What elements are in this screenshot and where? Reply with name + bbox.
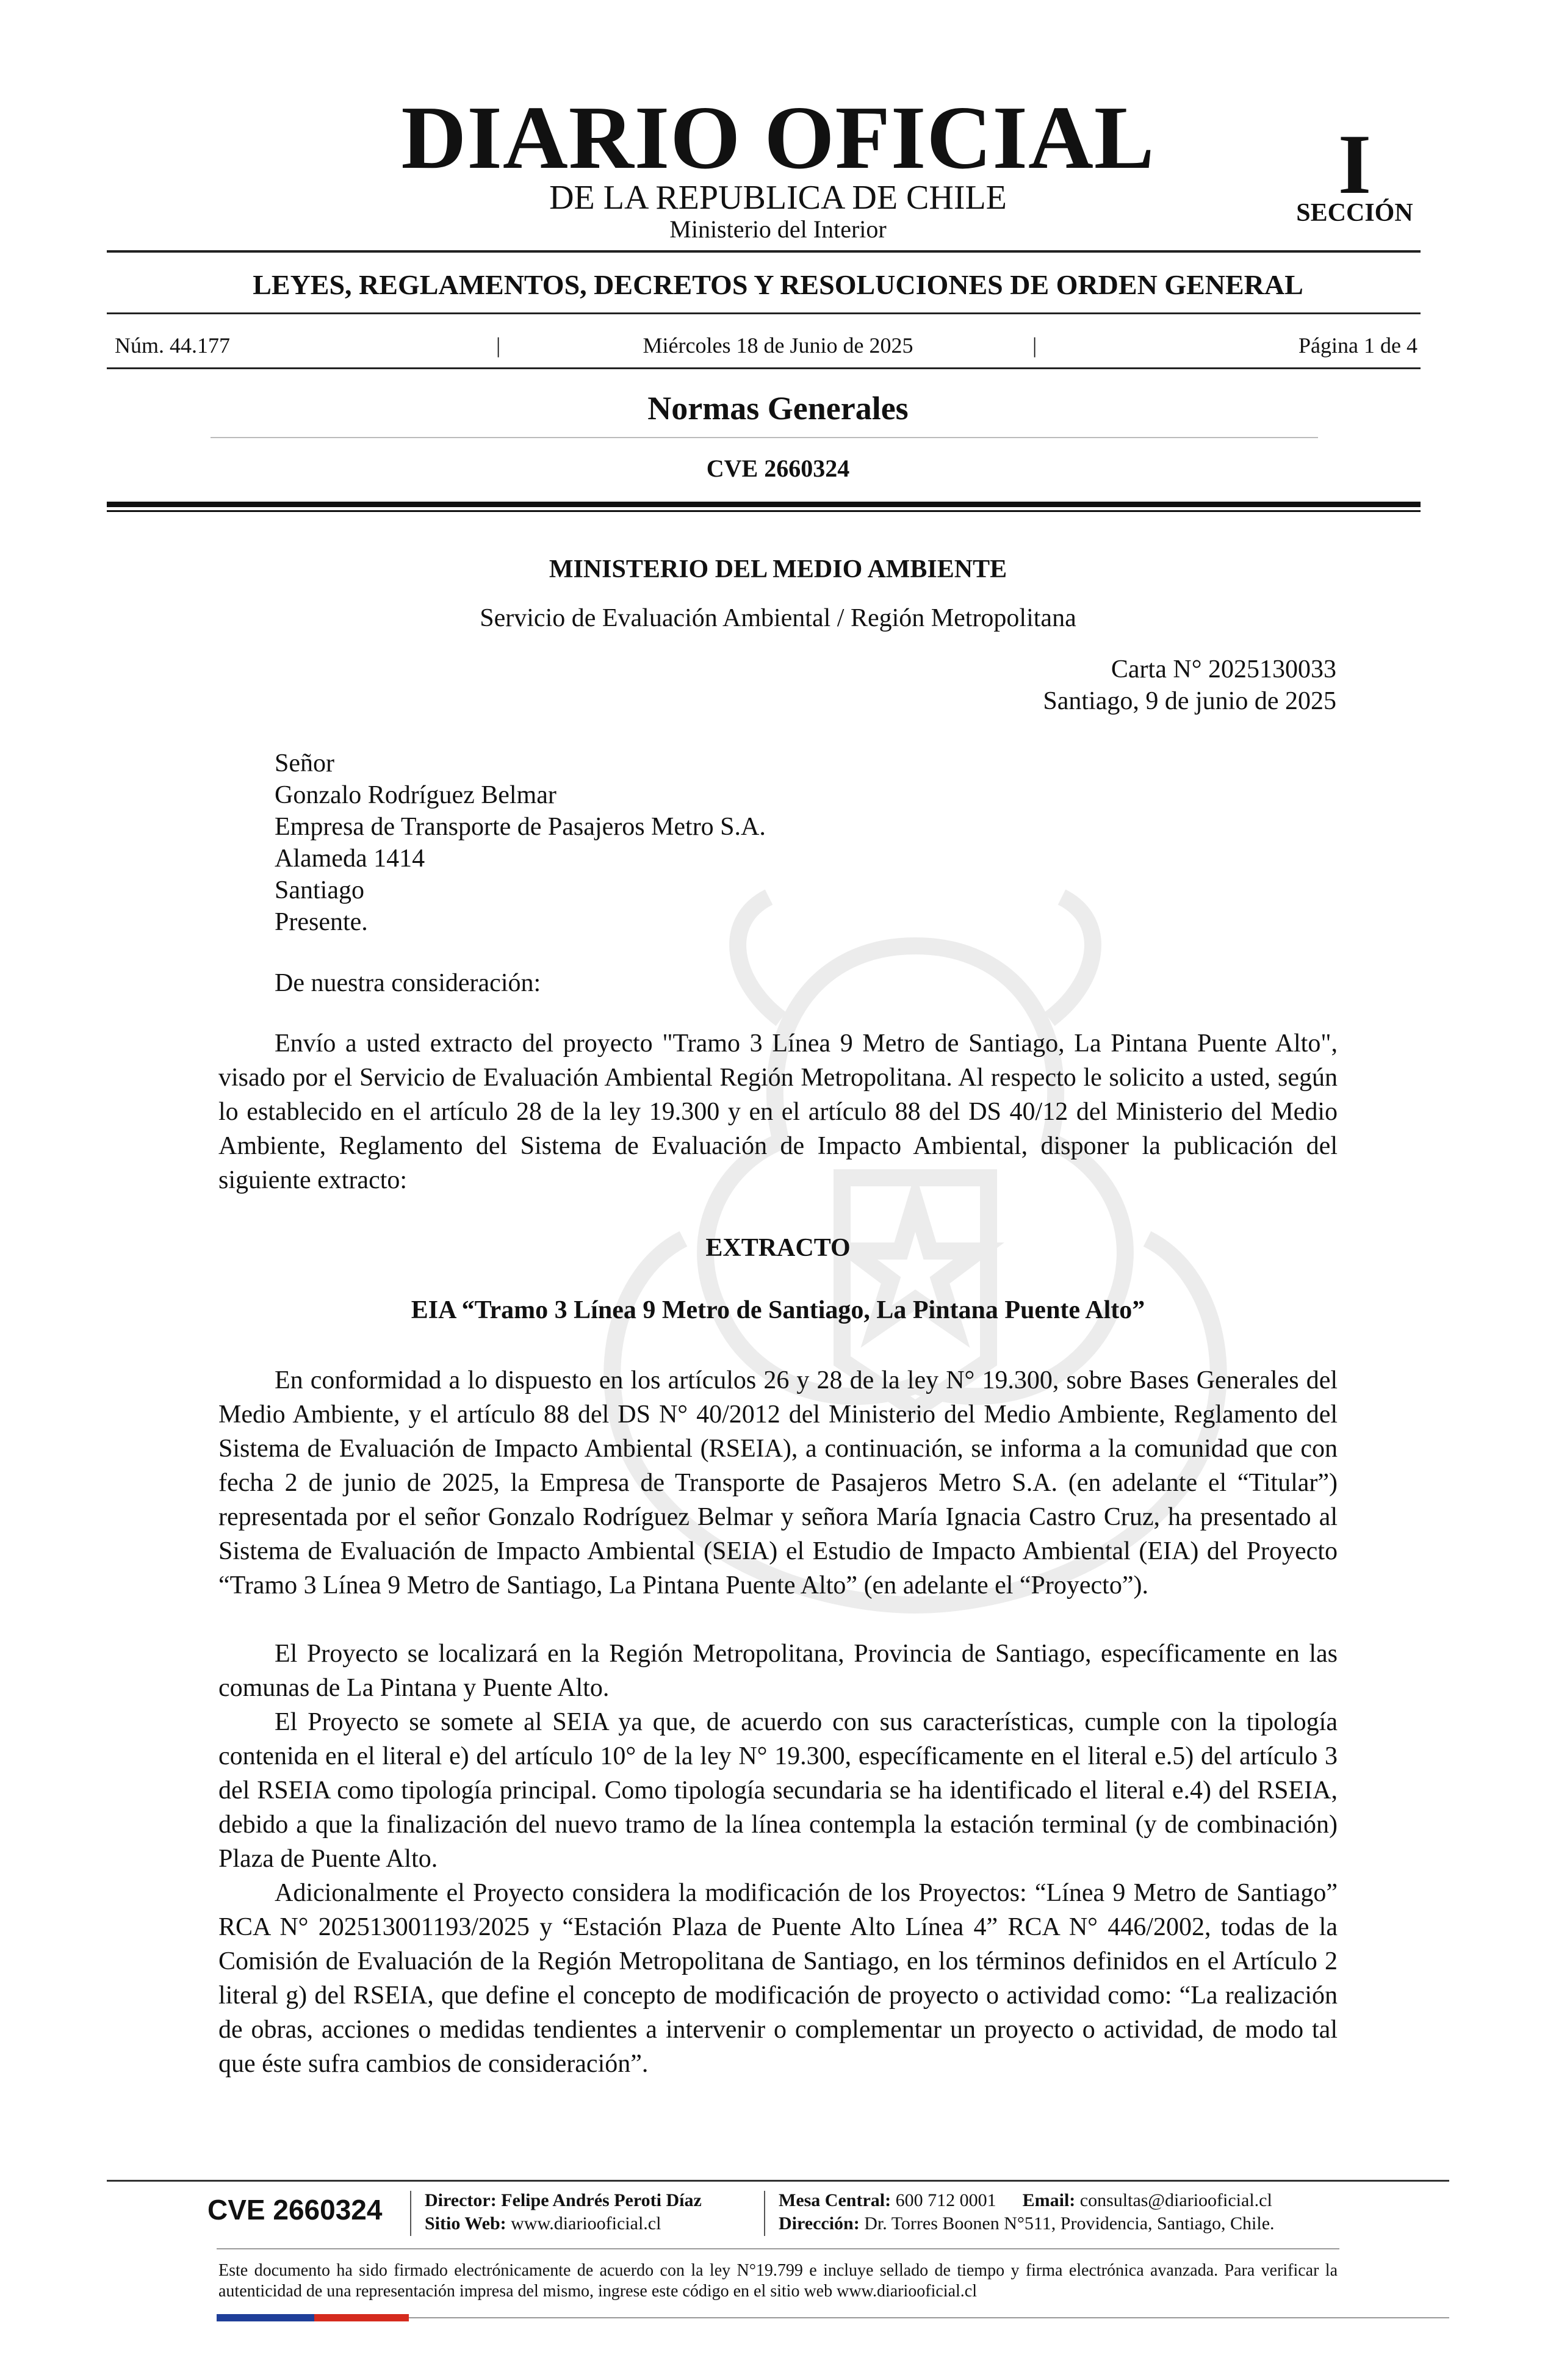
extracto-title: EXTRACTO	[705, 1234, 851, 1262]
recipient-line: Empresa de Transporte de Pasajeros Metro S.A.	[275, 813, 766, 841]
issue-separator-1: |	[496, 333, 501, 358]
issue-page: Página 1 de 4	[1298, 333, 1417, 358]
ministry-name: MINISTERIO DEL MEDIO AMBIENTE	[549, 555, 1007, 583]
extracto-subtitle: EIA “Tramo 3 Línea 9 Metro de Santiago, La Pintana Puente Alto”	[411, 1296, 1145, 1324]
recipient-line: Santiago	[275, 876, 364, 904]
recipient-line: Alameda 1414	[275, 845, 425, 873]
recipient-line: Presente.	[275, 908, 368, 936]
footer-bottom-line	[409, 2317, 1449, 2318]
issue-date: Miércoles 18 de Junio de 2025	[643, 333, 913, 358]
service-name: Servicio de Evaluación Ambiental / Región Metropolitana	[480, 604, 1076, 632]
category-heading: LEYES, REGLAMENTOS, DECRETOS Y RESOLUCIONES DE ORDEN GENERAL	[253, 269, 1303, 300]
footer-cve: CVE 2660324	[207, 2194, 383, 2226]
footer-website	[425, 2213, 661, 2235]
footer-legal-note: Este documento ha sido firmado electrónicamente de acuerdo con la ley N°19.799 e incluye sellado de tiempo y firma electrónica avanzada. Para verificar la autenticidad de una representación impresa del mismo, ingrese este código en el sitio web www.diariooficial.cl	[218, 2261, 1338, 2301]
footer-divider	[107, 2180, 1449, 2182]
section-number: I	[1338, 117, 1372, 212]
address-label: Dirección:	[779, 2213, 860, 2234]
masthead-title: DIARIO OFICIAL	[401, 88, 1155, 188]
cve-divider-thick	[107, 502, 1421, 507]
director-label: Director:	[425, 2190, 497, 2210]
footer-address	[779, 2213, 1275, 2235]
footer-separator	[410, 2191, 411, 2236]
address-value: Dr. Torres Boonen N°511, Providencia, Santiago, Chile.	[864, 2213, 1275, 2234]
letter-number: Carta N° 2025130033	[1111, 655, 1336, 683]
flag-stripe-red	[314, 2314, 409, 2321]
info-divider	[107, 367, 1421, 369]
masthead-ministry: Ministerio del Interior	[669, 215, 887, 243]
issue-separator-2: |	[1032, 333, 1037, 358]
website-label: Sitio Web:	[425, 2213, 506, 2234]
extracto-paragraph: El Proyecto se localizará en la Región Metropolitana, Provincia de Santiago, específicamente en las comunas de La Pintana y Puente Alto.	[218, 1640, 1338, 1702]
cve-divider-thin	[107, 510, 1421, 512]
cve-heading: CVE 2660324	[706, 455, 850, 482]
mesa-label: Mesa Central:	[779, 2190, 891, 2210]
extracto-paragraph: En conformidad a lo dispuesto en los artículos 26 y 28 de la ley N° 19.300, sobre Bases Generales del Medio Ambiente, y el artículo 88 del DS N° 40/2012 del Ministerio del Medio Ambiente, Reglamento del Sistema de Evaluación de Impacto Ambiental (RSEIA), a continuación, se informa a la comunidad que con fecha 2 de junio de 2025, la Empresa de Transporte de Pasajeros Metro S.A. (en adelante el “Titular”) representada por el señor Gonzalo Rodríguez Belmar y señora María Ignacia Castro Cruz, ha presentado al Sistema de Evaluación de Impacto Ambiental (SEIA) el Estudio de Impacto Ambiental (EIA) del Proyecto “Tramo 3 Línea 9 Metro de Santiago, La Pintana Puente Alto” (en adelante el “Proyecto”).	[218, 1366, 1338, 1599]
issue-number: Núm. 44.177	[115, 333, 230, 358]
footer-separator	[764, 2191, 765, 2236]
mesa-phone: 600 712 0001	[895, 2190, 996, 2210]
extracto-paragraph: El Proyecto se somete al SEIA ya que, de acuerdo con sus características, cumple con la tipología contenida en el literal e) del artículo 10° de la ley N° 19.300, específicamente en el literal e.5) del artículo 3 del RSEIA como tipología principal. Como tipología secundaria se ha identificado el literal e.4) del RSEIA, debido a que la finalización del nuevo tramo de la línea contempla la estación terminal (y de combinación) Plaza de Puente Alto.	[218, 1708, 1338, 1873]
masthead-divider	[107, 250, 1421, 253]
email-link[interactable]: consultas@diariooficial.cl	[1079, 2190, 1272, 2210]
salutation: De nuestra consideración:	[275, 969, 541, 997]
director-name: Felipe Andrés Peroti Díaz	[501, 2190, 702, 2210]
extracto-paragraph: Adicionalmente el Proyecto considera la modificación de los Proyectos: “Línea 9 Metro de Santiago” RCA N° 202513001193/2025 y “Estación Plaza de Puente Alto Línea 4” RCA N° 446/2002, todas de la Comisión de Evaluación de la Región Metropolitana de Santiago, en los términos definidos en el Artículo 2 literal g) del RSEIA, que define el concepto de modificación de proyecto o actividad como: “La realización de obras, acciones o medidas tendientes a intervenir o complementar un proyecto o actividad, de modo tal que éste sufra cambios de consideración”.	[218, 1879, 1338, 2078]
website-link[interactable]: www.diariooficial.cl	[511, 2213, 661, 2234]
recipient-line: Señor	[275, 749, 334, 777]
section-heading: Normas Generales	[647, 390, 909, 427]
letter-place-date: Santiago, 9 de junio de 2025	[1043, 687, 1336, 715]
intro-paragraph: Envío a usted extracto del proyecto "Tramo 3 Línea 9 Metro de Santiago, La Pintana Puente Alto", visado por el Servicio de Evaluación Ambiental Región Metropolitana. Al respecto le solicito a usted, según lo establecido en el artículo 28 de la ley 19.300 y en el artículo 88 del DS 40/12 del Ministerio del Medio Ambiente, Reglamento del Sistema de Evaluación de Impacto Ambiental, disponer la publicación del siguiente extracto:	[218, 1030, 1338, 1194]
section-heading-underline	[211, 437, 1318, 438]
recipient-line: Gonzalo Rodríguez Belmar	[275, 781, 556, 809]
section-label: SECCIÓN	[1296, 199, 1413, 227]
flag-stripe-blue	[217, 2314, 314, 2321]
footer-note-divider	[217, 2248, 1339, 2249]
masthead-subtitle: DE LA REPUBLICA DE CHILE	[549, 179, 1007, 217]
category-divider	[107, 312, 1421, 314]
footer-director	[425, 2190, 702, 2212]
footer-contact	[779, 2190, 1272, 2212]
email-label: Email:	[1022, 2190, 1076, 2210]
